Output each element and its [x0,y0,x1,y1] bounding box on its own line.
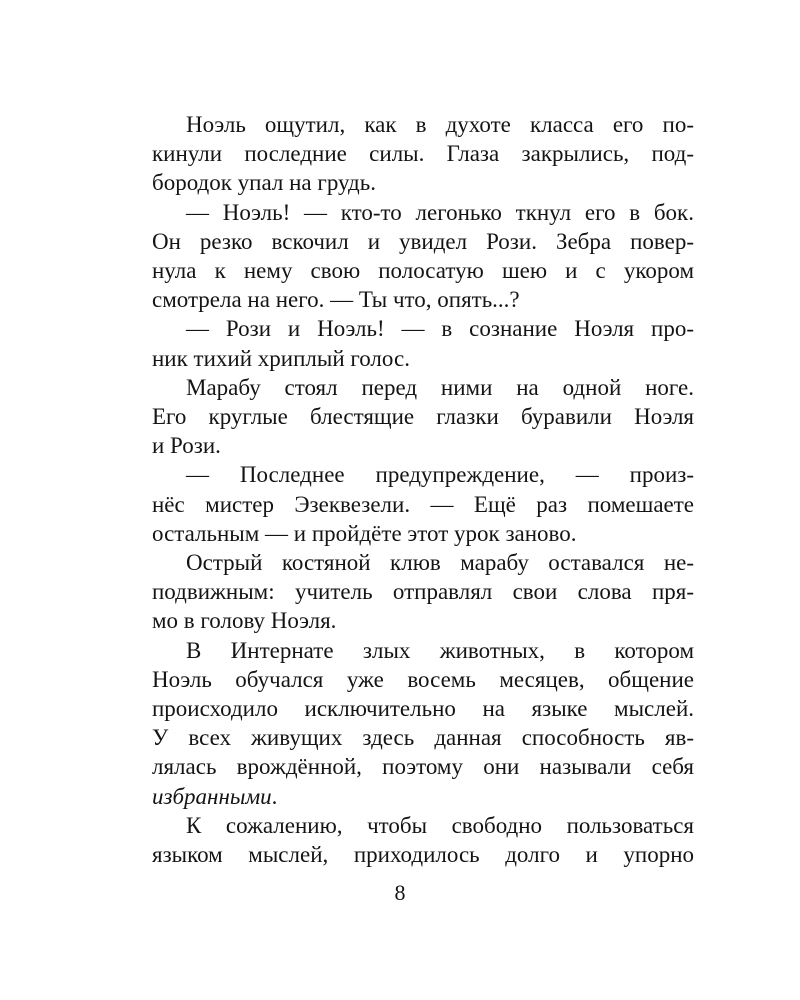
text-line: Ноэль обучался уже восемь месяцев, общение [152,666,694,692]
text-line: смотрела на него. — Ты что, опять...? [152,287,520,313]
paragraph-5 [152,460,694,548]
text-line: — Рози и Ноэль! — в сознание Ноэля про- [186,316,694,342]
paragraph-3 [152,314,694,372]
text-line: К сожалению, чтобы свободно пользоваться [186,812,694,838]
text-line: Он резко вскочил и увидел Рози. Зебра повер- [152,228,694,254]
text-line: Ноэль ощутил, как в духоте класса его по- [186,112,694,137]
text-line [152,782,694,811]
paragraph-7 [152,636,694,811]
text-line: — Ноэль! — кто-то легонько ткнул его в бок. [186,199,694,225]
text-line: Его круглые блестящие глазки буравили Ноэля [152,404,694,430]
text-line: У всех живущих здесь данная способность яв- [152,725,694,751]
text-line: — Последнее предупреждение, — произ- [186,462,694,488]
text-line: Острый костяной клюв марабу оставался не- [186,550,694,576]
text-line: нула к нему свою полосатую шею и с укором [152,258,694,284]
paragraph-6 [152,548,694,636]
text-line: ник тихий хриплый голос. [152,345,410,371]
text-line: кинули последние силы. Глаза закрылись, под- [152,141,694,167]
paragraph-4 [152,373,694,461]
text-line: нёс мистер Эзеквезели. — Ещё раз помешаете [152,491,694,517]
text-line: языком мыслей, приходилось долго и упорно [152,842,694,868]
paragraph-8 [152,811,694,869]
italic-word: избранными [152,783,272,809]
paragraph-1 [152,110,694,198]
body-text [152,110,694,869]
trailing-period: . [271,783,278,809]
text-line: Марабу стоял перед ними на одной ноге. [186,374,694,400]
paragraph-2 [152,198,694,315]
text-line: лялась врождённой, поэтому они называли себя [152,754,694,780]
text-line: и Рози. [152,433,221,459]
text-line: происходило исключительно на языке мыслей. [152,696,694,722]
text-line: остальным — и пройдёте этот урок заново. [152,520,577,546]
text-line: подвижным: учитель отправлял свои слова пря- [152,579,694,605]
text-line: бородок упал на грудь. [152,170,377,196]
page-number: 8 [394,880,406,905]
text-line: мо в голову Ноэля. [152,608,337,634]
text-line: В Интернате злых животных, в котором [186,637,694,663]
